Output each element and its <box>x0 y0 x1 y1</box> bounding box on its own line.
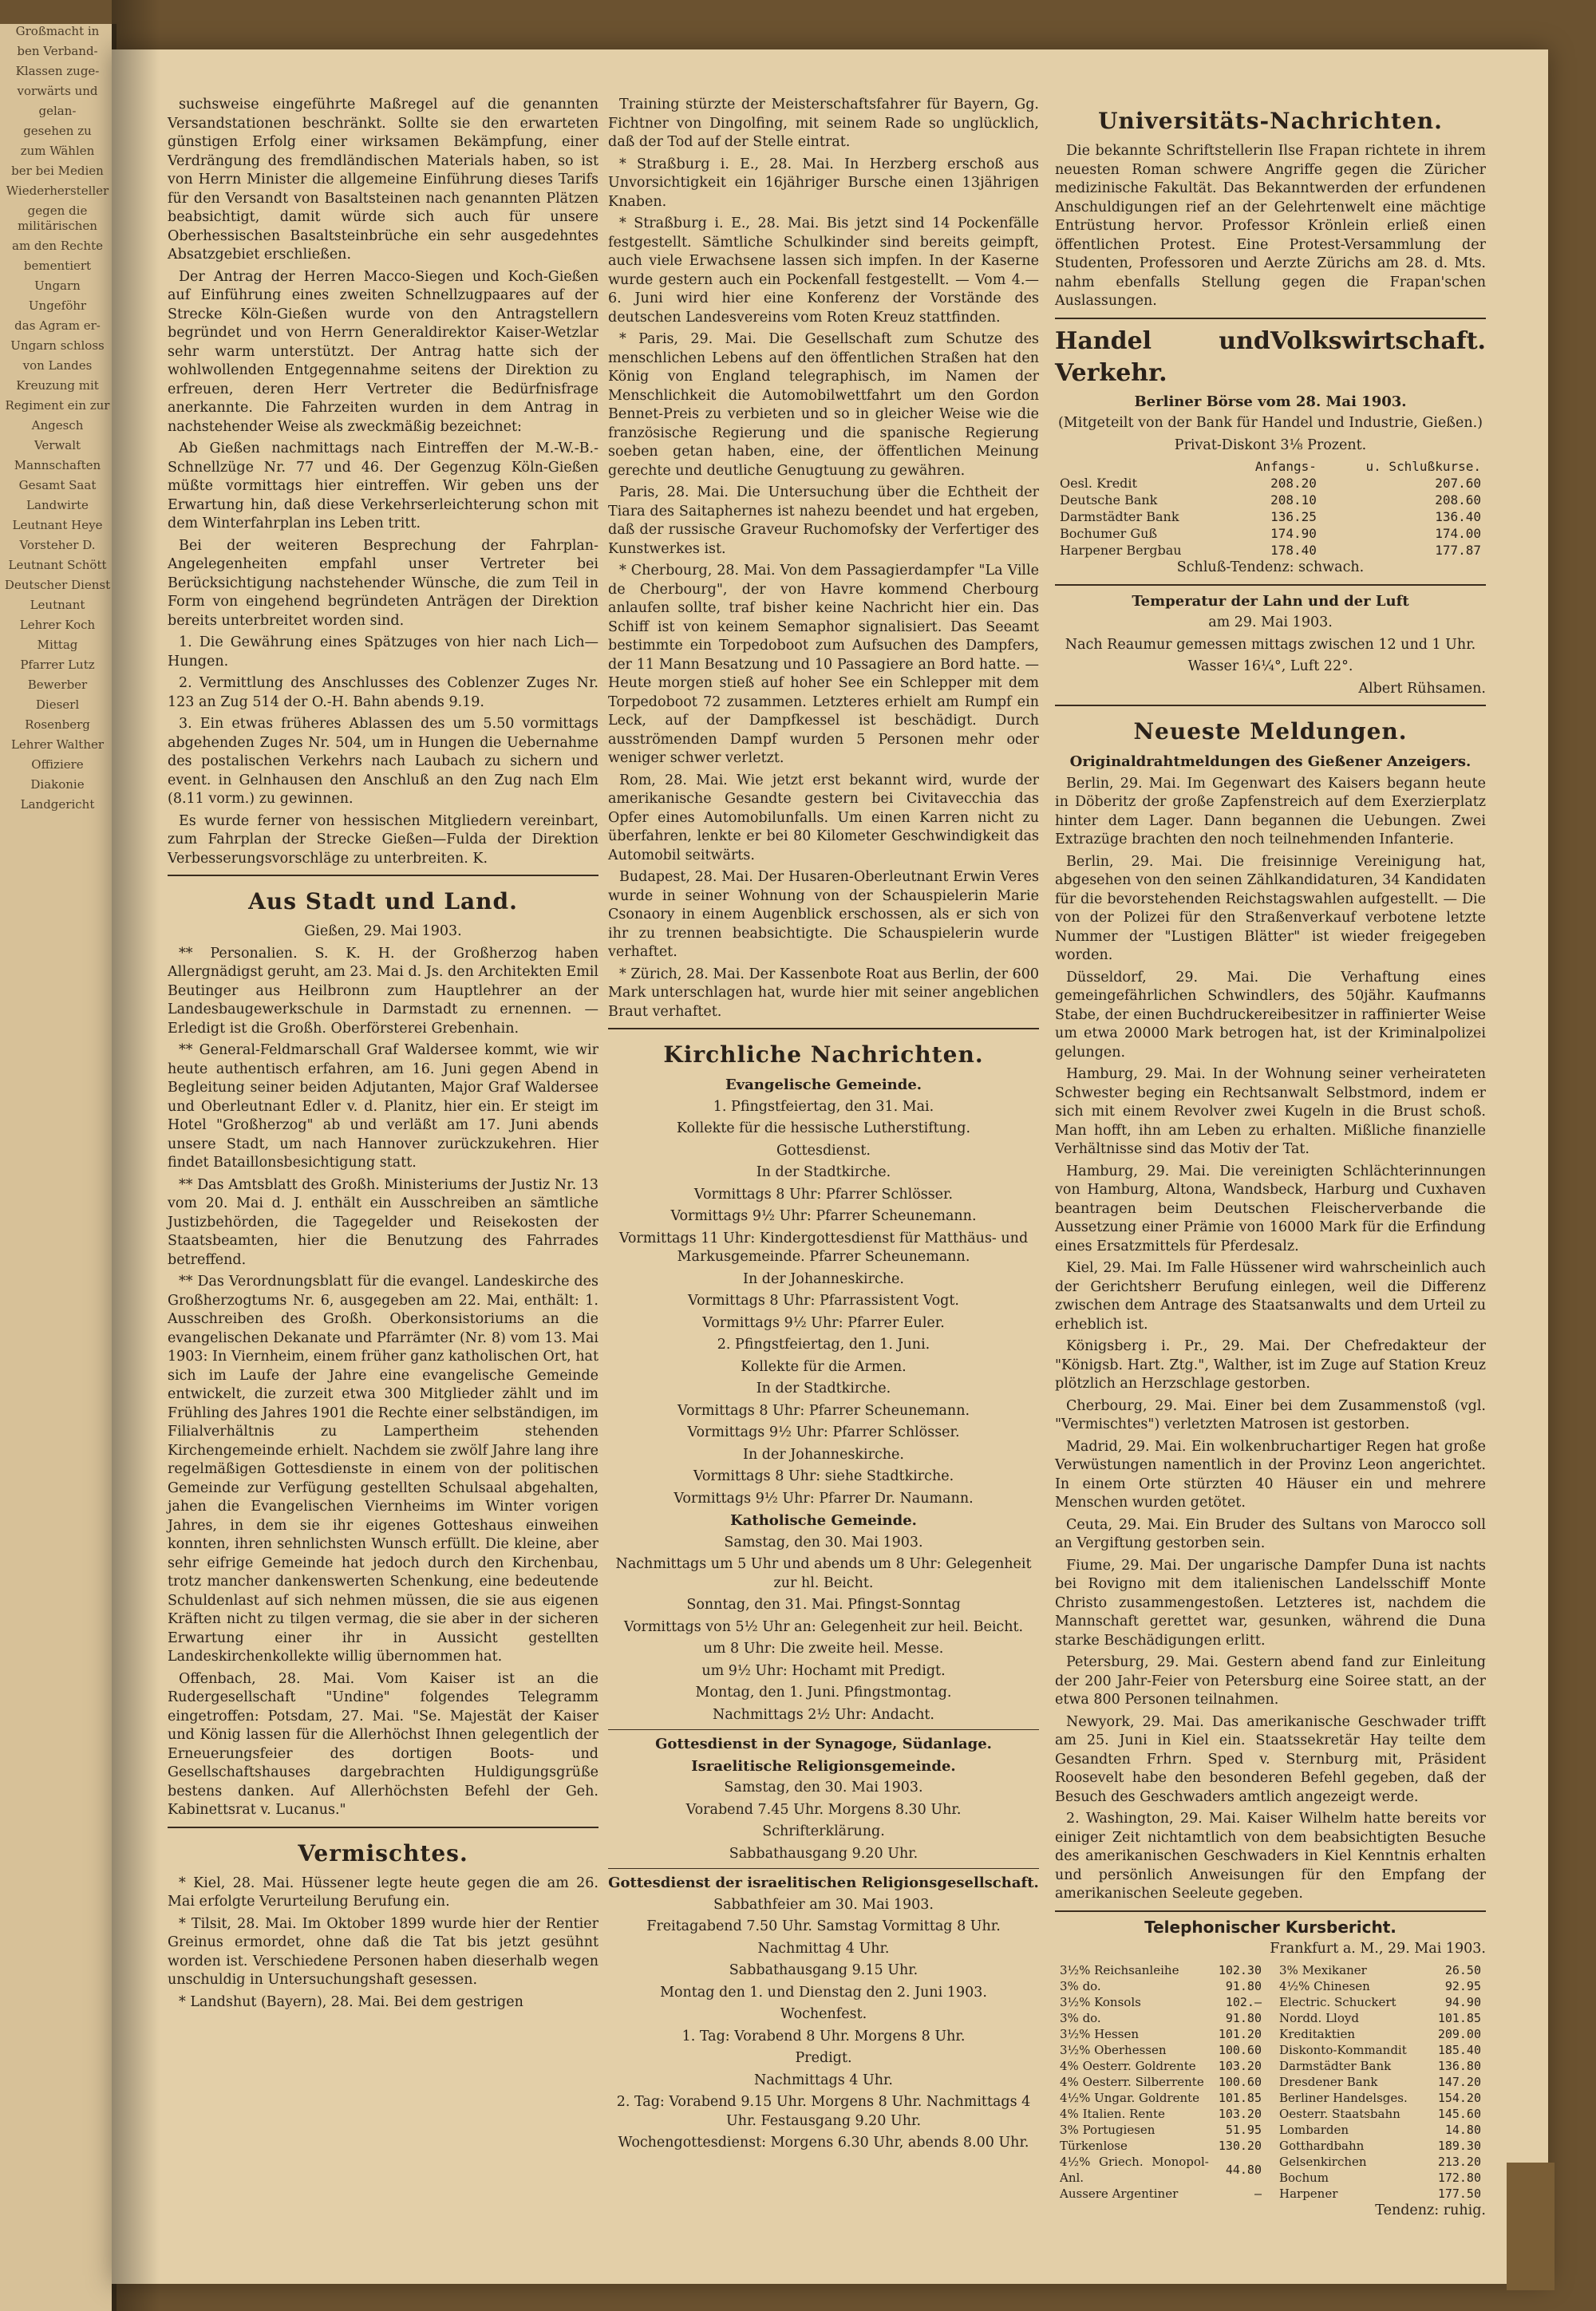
kurs-row-cell: 101.20 <box>1218 2026 1262 2041</box>
article-paragraph: * Paris, 29. Mai. Die Gesellschaft zum Schutze des menschlichen Lebens auf den öffentlichen Straßen hat den König von England telegraphisch, im Namen der Menschlichkeit die Automobilwettfahrt um den Gordon Bennet-Preis zu verbieten und so in gleicher Weise wie die französische Regierung und die spanische Regierung soeben getan haben, eine, der öffentlichen Meinung gerechte und deutliche Genugtuung zu gewähren. <box>608 331 1039 479</box>
temperature-signature: Albert Rühsamen. <box>1358 680 1486 697</box>
kurs-row-cell: Türkenlose <box>1060 2138 1128 2153</box>
left-page-fragment: Lehrer Koch <box>19 618 96 632</box>
left-page-text-fragments <box>0 24 112 812</box>
kurs-row-cell: 3½% Oberhessen <box>1060 2042 1167 2057</box>
column-3 <box>1039 96 1486 2223</box>
boerse-header-empty <box>1055 458 1228 475</box>
schedule-line: In der Johanneskirche. <box>743 1446 904 1463</box>
subheading-originaldrahtmeldungen: Originaldrahtmeldungen des Gießener Anzeigers. <box>1069 753 1472 770</box>
left-page-fragment: ben Verband- <box>17 44 98 58</box>
left-page-fragment: Ungarn <box>34 279 81 293</box>
left-page-fragment: Lehrer Walther <box>10 737 105 752</box>
article-paragraph: Der Antrag der Herren Macco-Siegen und Koch-Gießen auf Einführung eines zweiten Schnellzugpaares auf der Strecke Köln-Gießen wurde von den Antragstellern begründet und von Herrn Generaldirektor Kaiser-Wetzlar sehr warm unterstützt. Der Antrag hatte sich der wohlwollenden Entgegennahme seitens der Direktion zu erfreuen, deren Herr Vertreter die Bedürfnisfrage anerkannte. Die Fahrzeiten wurden in dem Antrag in nachstehender Weise als zweckmäßig bezeichnet: <box>168 268 598 435</box>
news-item: Cherbourg, 29. Mai. Einer bei dem Zusammenstoß (vgl. "Vermischtes") verletzten Matrosen ist gestorben. <box>1055 1397 1486 1432</box>
schedule-line: Nachmittag 4 Uhr. <box>757 1940 890 1957</box>
article-paragraph: Offenbach, 28. Mai. Vom Kaiser ist an die Rudergesellschaft "Undine" folgendes Telegramm eingetroffen: Potsdam, 27. Mai. "Se. Majestät der Kaiser und König lassen für die Allerhöchst Ihnen gelegentlich der Erneuerungsfeier des dortigen Boots- und Gesellschaftshauses dargebrachten Huldigungsgrüße bestens danken. Auf Allerhöchsten Befehl der Geh. Kabinettsrat v. Lucanus." <box>168 1670 598 1818</box>
kurs-row-cell: 189.30 <box>1437 2138 1481 2153</box>
kurs-row <box>1274 2042 1486 2058</box>
schedule-line: 1. Pfingstfeiertag, den 31. Mai. <box>713 1098 934 1115</box>
boerse-row-cell: 207.60 <box>1435 476 1481 491</box>
schedule-line: Predigt. <box>795 2050 852 2066</box>
article-paragraph: * Straßburg i. E., 28. Mai. Bis jetzt sind 14 Pockenfälle festgestellt. Sämtliche Schulkinder sind bereits geimpft, auch viele Erwachsene lassen sich impfen. In der Kaserne wurde gestern auch ein Pockenfall festgestellt. — Vom 4.—6. Juni wird hier eine Konferenz der Vorstände des deutschen Landesvereins vom Roten Kreuz stattfinden. <box>608 215 1039 326</box>
left-page-fragment: bementiert <box>23 259 92 273</box>
schedule-line: Schrifterklärung. <box>762 1823 885 1839</box>
schedule-line: Kollekte für die Armen. <box>741 1358 907 1375</box>
schedule-line: In der Stadtkirche. <box>756 1164 891 1180</box>
kurs-row-cell: 92.95 <box>1444 1978 1481 1993</box>
article-paragraph: Budapest, 28. Mai. Der Husaren-Oberleutnant Erwin Veres wurde in seiner Wohnung von der Schauspielerin Marie Csonaory in einem Augenblick erschossen, als er sich von ihr zu trennen beabsichtigte. Die Schauspielerin wurde verhaftet. <box>608 869 1039 960</box>
handel-heading-right: Volkswirtschaft. <box>1270 326 1486 355</box>
kurs-row-cell: 3% Portugiesen <box>1060 2122 1156 2137</box>
kurs-row-cell: 44.80 <box>1225 2162 1262 2177</box>
left-page-fragment: Pfarrer Lutz <box>20 658 95 672</box>
kurs-row-cell: Berliner Handelsges. <box>1279 2090 1408 2105</box>
news-item: Newyork, 29. Mai. Das amerikanische Geschwader trifft am 25. Juni in Kiel ein. Staatssekretär Hay teilte dem Gesandten Frhrn. Sped v. Sternburg mit, Präsident Roosevelt habe den besonderen Befehl gegeben, daß der Besuch des Geschwaders amtlich angezeigt werde. <box>1055 1713 1486 1805</box>
boerse-row-cell: Bochumer Guß <box>1060 526 1158 541</box>
kurs-row-cell: 100.60 <box>1218 2042 1262 2057</box>
kurs-row <box>1055 2026 1266 2042</box>
boerse-table <box>1055 458 1486 559</box>
kurs-row-cell: Gotthardbahn <box>1279 2138 1365 2153</box>
news-item: Berlin, 29. Mai. Im Gegenwart des Kaisers begann heute in Döberitz der große Zapfenstreich auf dem Exerzierplatz hinter dem Lager. Dann begannen die Uebungen. Zwei Extrazüge brachten den noch teilnehmenden Infanterie. <box>1055 775 1486 847</box>
article-paragraph: * Tilsit, 28. Mai. Im Oktober 1899 wurde hier der Rentier Greinus ermordet, ohne daß die Tat bis jetzt gesühnt worden ist. Verschiedene Personen haben dieserhalb wegen unschuldig in Untersuchungshaft gesessen. <box>168 1915 598 1988</box>
kurs-row <box>1055 1994 1266 2010</box>
adjacent-left-page <box>0 24 117 2311</box>
divider <box>168 875 598 876</box>
boerse-row-cell: Deutsche Bank <box>1060 492 1158 508</box>
page-edge-mark <box>1507 2163 1555 2290</box>
schedule-line: Vormittags 9½ Uhr: Pfarrer Dr. Naumann. <box>674 1490 974 1507</box>
left-page-fragment: Verwalt <box>34 438 81 452</box>
kurs-row-cell: 3% do. <box>1060 2010 1101 2025</box>
kurs-row-cell: 91.80 <box>1225 2010 1262 2025</box>
news-item: Hamburg, 29. Mai. Die vereinigten Schlächterinnungen von Hamburg, Altona, Wandsbeck, Harburg und Cuxhaven beantragen beim Deutschen Fleischerverbande die Aussetzung einer Prämie von 16000 Mark für die Erfindung eines Ersatzmittels für Pferdesalz. <box>1055 1163 1486 1254</box>
article-paragraph: Bei der weiteren Besprechung der Fahrplan-Angelegenheiten empfahl unser Vertreter bei Berücksichtigung nachstehender Wünsche, die zum Teil in Form von eingehend begründeten Anträgen der Direktion bereits unterbreitet worden sind. <box>168 537 598 629</box>
page-gutter-shadow <box>112 0 160 2311</box>
left-page-fragment: Bewerber <box>27 677 88 692</box>
subheading-katholische-gemeinde: Katholische Gemeinde. <box>730 1512 917 1529</box>
kurs-row-cell: Diskonto-Kommandit <box>1279 2042 1407 2057</box>
divider <box>1055 318 1486 319</box>
kurs-row-cell: 101.85 <box>1437 2010 1481 2025</box>
kurs-row-cell: 154.20 <box>1437 2090 1481 2105</box>
universitaet-text: Die bekannte Schriftstellerin Ilse Frapan richtete in ihrem neuesten Roman schwere Angriffe gegen die Züricher medizinische Fakultät. Das Bekanntwerden der erfundenen Anschuldigungen rief an der Gelehrtenwelt eine mächtige Entrüstung hervor. Professor Krönlein erließ einen öffentlichen Protest. Eine Protest-Versammlung der Studenten, Professoren und Aerzte Zürichs am 28. d. Mts. nahm ebenfalls Stellung gegen die Frapan'schen Auslassungen. <box>1055 143 1486 309</box>
divider <box>1055 584 1486 586</box>
kurs-row <box>1274 2138 1486 2154</box>
kurs-row <box>1274 2170 1486 2186</box>
column-2 <box>608 96 1039 2156</box>
church-schedule-katholisch <box>608 1534 1039 1725</box>
kurs-row-cell: 4½% Griech. Monopol-Anl. <box>1060 2154 1209 2185</box>
left-page-fragment: am den Rechte <box>12 239 103 253</box>
news-item: Fiume, 29. Mai. Der ungarische Dampfer Duna ist nachts bei Rovigno mit dem italienischen Landelsschiff Monte Christo zusammengestoßen. Letzteres ist, nachdem die Mannschaft gerettet war, gesunken, während die Duna starke Beschädigungen erlitt. <box>1055 1557 1486 1649</box>
boerse-row-cell: Oesl. Kredit <box>1060 476 1137 491</box>
kurs-row <box>1274 1978 1486 1994</box>
kurs-row-cell: 4% Oesterr. Goldrente <box>1060 2058 1196 2073</box>
schedule-line: um 9½ Uhr: Hochamt mit Predigt. <box>701 1662 946 1679</box>
kurs-row <box>1274 1994 1486 2010</box>
divider <box>1055 1910 1486 1912</box>
article-paragraph: * Landshut (Bayern), 28. Mai. Bei dem gestrigen <box>179 1993 523 2010</box>
left-page-fragment: Klassen zuge- <box>15 64 100 78</box>
schedule-line: Vormittags 8 Uhr: Pfarrer Scheunemann. <box>677 1402 970 1419</box>
boerse-col-header: u. Schlußkurse. <box>1365 459 1481 474</box>
schedule-line: 1. Tag: Vorabend 8 Uhr. Morgens 8 Uhr. <box>681 2028 966 2044</box>
kurs-row-cell: Electric. Schuckert <box>1279 1994 1396 2009</box>
kurs-row-cell: 102.— <box>1225 1994 1262 2009</box>
kurs-row-cell: 4½% Chinesen <box>1279 1978 1370 1993</box>
neueste-meldungen-text <box>1055 775 1486 1904</box>
kurs-row <box>1055 2138 1266 2154</box>
news-item: Berlin, 29. Mai. Die freisinnige Vereinigung hat, abgesehen von den seinen Zählkandidaturen, 34 Kandidaten für die bevorstehenden Reichstagswahlen aufgestellt. — Die von der Polizei für den Straßenverkauf verbotene letzte Nummer der "Lustigen Blätter" ist wieder freigegeben worden. <box>1055 853 1486 963</box>
article-paragraph: Ab Gießen nachmittags nach Eintreffen der M.-W.-B.-Schnellzüge Nr. 77 und 46. Der Gegenzug Köln-Gießen müßte vormittags hier eintreffen. Wir geben uns der Erwartung hin, daß diese Verkehrserleichterung schon mit dem Winterfahrplan ins Leben tritt. <box>168 440 598 531</box>
kurs-row <box>1274 1962 1486 1978</box>
left-page-fragment: von Landes <box>22 358 93 373</box>
kurs-row <box>1055 1978 1266 1994</box>
subheading-israelitische-gemeinde: Israelitische Religionsgemeinde. <box>691 1757 956 1775</box>
left-page-fragment: Rosenberg <box>25 717 90 732</box>
boerse-row-cell: 177.87 <box>1435 543 1481 558</box>
article-paragraph: suchsweise eingeführte Maßregel auf die genannten Versandstationen beschränkt. Sollte sie den erwarteten günstigen Erfolg einer wirksamen Bekämpfung, einer Verdrängung des fremdländischen Materials haben, so ist von Herrn Minister die allgemeine Einführung dieses Tarifs für den Versandt von Basaltsteinen nach genannten Plätzen beabsichtigt, damit würde sich auch für unsere Oberhessischen Basaltsteinbrüche ein sehr ausgedehntes Absatzgebiet erschließen. <box>168 97 598 263</box>
column-2-news-text <box>608 96 1039 1021</box>
news-item: Hamburg, 29. Mai. In der Wohnung seiner verheirateten Schwester beging ein Rechtsanwalt Selbstmord, indem er sich mit einem Revolver zwei Kugeln in die Brust schoß. Man hofft, ihn am Leben zu erhalten. Mißliche finanzielle Verhältnisse sind das Motiv der Tat. <box>1055 1066 1486 1157</box>
temperature-heading: Temperatur der Lahn und der Luft <box>1132 592 1409 610</box>
kurs-row-cell: 26.50 <box>1444 1962 1481 1977</box>
column-1 <box>168 96 598 2015</box>
kurs-row <box>1274 2058 1486 2074</box>
divider <box>1055 705 1486 706</box>
kurs-row-cell: 172.80 <box>1437 2170 1481 2185</box>
kurs-row <box>1274 2074 1486 2090</box>
left-page-fragment: Mannschaften <box>14 458 101 472</box>
dateline: Gießen, 29. Mai 1903. <box>304 923 462 939</box>
schedule-line: Wochengottesdienst: Morgens 6.30 Uhr, abends 8.00 Uhr. <box>618 2135 1029 2151</box>
left-page-fragment: Deutscher Dienst <box>4 578 111 592</box>
schedule-line: Nachmittags um 5 Uhr und abends um 8 Uhr: Gelegenheit zur hl. Beicht. <box>615 1556 1032 1591</box>
left-page-fragment: Angesch <box>31 418 84 433</box>
boerse-row-cell: 208.20 <box>1270 476 1317 491</box>
kurs-row <box>1055 2154 1266 2186</box>
kurs-row-cell: 177.50 <box>1437 2186 1481 2201</box>
kurs-row <box>1055 2122 1266 2138</box>
schedule-line: Vormittags 9½ Uhr: Pfarrer Scheunemann. <box>670 1208 977 1224</box>
left-page-fragment: gesehen zu <box>23 124 92 138</box>
kurs-row-cell: 101.85 <box>1218 2090 1262 2105</box>
article-paragraph: ** General-Feldmarschall Graf Waldersee kommt, wie wir heute authentisch erfahren, am 16. Juni gegen Abend in Begleitung seiner beiden Adjutanten, Major Graf Waldersee und Oberleutnant Edler v. d. Planitz, hier ein. Er steigt im Hotel "Großherzog" ab und verläßt am 17. Juni abends unsere Stadt, um nach Hannover zurückzukehren. Hier findet Bataillonsbesichtigung statt. <box>168 1042 598 1171</box>
boerse-title: Berliner Börse vom 28. Mai 1903. <box>1134 393 1407 410</box>
boerse-row-cell: 208.10 <box>1270 492 1317 508</box>
left-page-fragment: Diakonie <box>30 777 85 792</box>
boerse-header-row <box>1055 458 1486 475</box>
news-item: Madrid, 29. Mai. Ein wolkenbruchartiger Regen hat große Verwüstungen namentlich in der Provinz Leon angerichtet. In einem Orte stürzten 40 Häuser ein und mehrere Menschen wurden getötet. <box>1055 1438 1486 1511</box>
left-page-fragment: Mittag <box>37 638 78 652</box>
kurs-row <box>1274 2090 1486 2106</box>
kurs-row-cell: Nordd. Lloyd <box>1279 2010 1359 2025</box>
kurs-row-cell: 136.80 <box>1437 2058 1481 2073</box>
kurs-row-cell: Gelsenkirchen <box>1279 2154 1367 2169</box>
left-page-fragment: Kreuzung mit <box>16 378 99 393</box>
handel-heading-left: Handel und Verkehr. <box>1055 326 1270 387</box>
left-page-fragment: Landwirte <box>26 498 89 512</box>
left-page-fragment: Offiziere <box>31 757 84 772</box>
divider <box>608 1028 1039 1029</box>
schedule-line: Montag den 1. und Dienstag den 2. Juni 1903. <box>660 1984 987 2001</box>
boerse-row-cell: 178.40 <box>1270 543 1317 558</box>
kurs-row-cell: 51.95 <box>1225 2122 1262 2137</box>
schedule-line: Samstag, den 30. Mai 1903. <box>724 1534 923 1551</box>
church-schedule-evangelisch <box>608 1098 1039 1509</box>
kurs-table-right <box>1274 1962 1486 2202</box>
boerse-row-cell: 174.90 <box>1270 526 1317 541</box>
boerse-col-header: Anfangs- <box>1254 459 1317 474</box>
boerse-row-cell: 136.40 <box>1435 509 1481 524</box>
article-paragraph: 1. Die Gewährung eines Spätzuges von hier nach Lich—Hungen. <box>168 634 598 670</box>
kurs-row-cell: 147.20 <box>1437 2074 1481 2089</box>
news-item: 2. Washington, 29. Mai. Kaiser Wilhelm hatte bereits vor einiger Zeit nichtamtlich von dem beabsichtigten Besuche des amerikanischen Geschwaders in Kiel Kenntnis erhalten und persönlich Anweisungen für den Empfang der amerikanischen Seeleute gegeben. <box>1055 1811 1486 1902</box>
schedule-line: Montag, den 1. Juni. Pfingstmontag. <box>695 1685 952 1701</box>
left-page-fragment: Vorsteher D. <box>19 538 96 552</box>
schedule-line: Vormittags 9½ Uhr: Pfarrer Schlösser. <box>687 1424 960 1440</box>
schedule-line: Vormittags 8 Uhr: Pfarrer Schlösser. <box>693 1186 954 1203</box>
left-page-fragment: Gesamt Saat <box>18 478 97 492</box>
kurs-row <box>1274 2010 1486 2026</box>
kurs-row <box>1055 2106 1266 2122</box>
schedule-line: Sabbathausgang 9.15 Uhr. <box>729 1962 918 1978</box>
article-paragraph: 2. Vermittlung des Anschlusses des Coblenzer Zuges Nr. 123 an Zug 514 der O.-H. Bahn abends 9.19. <box>168 675 598 710</box>
kurs-row-cell: 145.60 <box>1437 2106 1481 2121</box>
left-page-fragment: Landgericht <box>20 797 95 812</box>
kurs-tendenz: Tendenz: ruhig. <box>1375 2202 1486 2218</box>
kurs-row-cell: 100.60 <box>1218 2074 1262 2089</box>
kurs-row-cell: Lombarden <box>1279 2122 1349 2137</box>
boerse-row-cell: 208.60 <box>1435 492 1481 508</box>
kurs-row-cell: Dresdener Bank <box>1279 2074 1378 2089</box>
left-page-fragment: Ungarn schloss <box>10 338 105 353</box>
left-page-fragment: Dieserl <box>35 697 80 712</box>
left-page-fragment: Ungeföhr <box>28 298 87 313</box>
news-item: Düsseldorf, 29. Mai. Die Verhaftung eines gemeingefährlichen Schwindlers, des 50jähr. Kaufmanns Stabe, der einen Buchdruckereibesitzer in raffinierter Weise um etwa 20000 Mark betrogen hat, ist der Kriminalpolizei gelungen. <box>1055 969 1486 1061</box>
kurs-row-cell: Aussere Argentiner <box>1060 2186 1179 2201</box>
schedule-line: Vormittags 9½ Uhr: Pfarrer Euler. <box>702 1314 945 1331</box>
kurs-row-cell: 3% Mexikaner <box>1279 1962 1367 1977</box>
subheading-evangelische-gemeinde: Evangelische Gemeinde. <box>725 1076 922 1093</box>
kurs-row <box>1274 2186 1486 2202</box>
section-heading-vermischtes: Vermischtes. <box>298 1839 468 1867</box>
schedule-line: Vorabend 7.45 Uhr. Morgens 8.30 Uhr. <box>685 1801 962 1818</box>
schedule-line: Vormittags 11 Uhr: Kindergottesdienst für Matthäus- und Markusgemeinde. Pfarrer Scheunemann. <box>618 1230 1029 1265</box>
left-page-fragment: ber bei Medien <box>11 164 104 178</box>
kurs-row-cell: 3½% Konsols <box>1060 1994 1141 2009</box>
kurs-row-cell: 102.30 <box>1218 1962 1262 1977</box>
kurs-row-cell: 130.20 <box>1218 2138 1262 2153</box>
left-page-fragment: Regiment ein zur <box>5 398 110 413</box>
schedule-line: Samstag, den 30. Mai 1903. <box>724 1780 923 1795</box>
article-paragraph: ** Personalien. S. K. H. der Großherzog haben Allergnädigst geruht, am 23. Mai d. Js. den Architekten Emil Beutinger aus Heilbronn zum Hauptlehrer an der Landesbaugewerkschule in Darmstadt zu ernennen. — Erledigt ist die Großh. Oberförsterei Grebenhain. <box>168 945 598 1037</box>
left-page-fragment: Großmacht in <box>15 24 100 38</box>
schedule-line: Freitagabend 7.50 Uhr. Samstag Vormittag 8 Uhr. <box>646 1918 1001 1934</box>
boerse-discount: Privat-Diskont 3⅛ Prozent. <box>1174 437 1367 453</box>
left-page-fragment: das Agram er- <box>14 318 101 333</box>
kurs-row-cell: 3½% Reichsanleihe <box>1060 1962 1179 1977</box>
kurs-row-cell: 209.00 <box>1437 2026 1481 2041</box>
kursbericht-date: Frankfurt a. M., 29. Mai 1903. <box>1270 1941 1486 1957</box>
kurs-row-cell: 91.80 <box>1225 1978 1262 1993</box>
kurs-row-cell: 94.90 <box>1444 1994 1481 2009</box>
kurs-row-cell: 3½% Hessen <box>1060 2026 1139 2041</box>
kurs-row <box>1274 2026 1486 2042</box>
kurs-row <box>1055 2010 1266 2026</box>
section-heading-handel <box>1055 326 1486 389</box>
schedule-line: Vormittags 8 Uhr: siehe Stadtkirche. <box>693 1468 954 1484</box>
kurs-row <box>1055 2090 1266 2106</box>
schedule-line: 2. Pfingstfeiertag, den 1. Juni. <box>717 1337 930 1353</box>
kurs-row-cell: 4½% Ungar. Goldrente <box>1060 2090 1200 2105</box>
article-paragraph: * Straßburg i. E., 28. Mai. In Herzberg erschoß aus Unvorsichtigkeit ein 16jähriger Bursche einen 13jährigen Knaben. <box>608 156 1039 210</box>
stadt-und-land-text <box>168 945 598 1820</box>
news-item: Petersburg, 29. Mai. Gestern abend fand zur Einleitung der 200 Jahr-Feier von Petersburg eine Soiree statt, an der etwa 800 Personen teilnahmen. <box>1055 1654 1486 1708</box>
boerse-tendenz: Schluß-Tendenz: schwach. <box>1176 559 1365 575</box>
schedule-line: In der Stadtkirche. <box>756 1381 891 1396</box>
left-page-fragment: gegen die militärischen <box>18 203 97 233</box>
kurs-row-cell: 4% Italien. Rente <box>1060 2106 1165 2121</box>
boerse-row-cell: 136.25 <box>1270 509 1317 524</box>
vermischtes-text <box>168 1874 598 2013</box>
divider <box>608 1868 1039 1869</box>
left-page-fragment: vorwärts und <box>17 84 98 98</box>
kurs-row-cell: Kreditaktien <box>1279 2026 1356 2041</box>
boerse-row-cell: Harpener Bergbau <box>1060 543 1182 558</box>
kurs-row <box>1274 2106 1486 2122</box>
news-item: Ceuta, 29. Mai. Ein Bruder des Sultans von Marocco soll an Vergiftung gestorben sein. <box>1055 1516 1486 1551</box>
kurs-row-cell: 103.20 <box>1218 2106 1262 2121</box>
left-page-fragment: gelan- <box>38 104 77 118</box>
kurs-row-cell: 4% Oesterr. Silberrente <box>1060 2074 1204 2089</box>
schedule-line: Vormittags von 5½ Uhr an: Gelegenheit zur heil. Beicht. <box>623 1618 1024 1635</box>
article-paragraph: ** Das Verordnungsblatt für die evangel. Landeskirche des Großherzogtums Nr. 6, ausgegeben am 22. Mai, enthält: 1. Ausschreiben des Großh. Oberkonsistoriums an die evangelischen Dekanate und Pfarrämter (Nr. 8) vom 13. Mai 1903: In Viernheim, einem früher ganz katholischen Ort, hat sich im Laufe der Jahre eine evangelische Gemeinde entwickelt, die zurzeit etwa 300 Mitglieder zählt und im Frühling des Jahres 1901 die Rechte einer selbständigen, im Filialverhältnis zu Lampertheim stehenden Kirchengemeinde erhielt. Nachdem sie zwölf Jahre lang ihre regelmäßigen Gottesdienste in einem von der politischen Gemeinde zur Verfügung gestellten Schulsaal abgehalten, jahen die Evangelischen Viernheims im Winter vorigen Jahres, in dem sie ihr eigenes Gotteshaus einweihen konnten, ihren sehnlichsten Wunsch erfüllt. Die kleine, aber sehr eifrige Gemeinde hat jedoch durch den Kirchenbau, trotz mancher dankenswerten Schenkung, eine bedeutende Schuldenlast auf sich nehmen müssen, die sie aus eigenen Kräften nicht zu tilgen vermag, die sie aber in der sicheren Erwartung einer ihr in Aussicht gestellten Landeskirchenkollekte willig übernommen hat. <box>168 1274 598 1665</box>
left-page-fragment: Leutnant Heye <box>12 518 103 532</box>
section-heading-kirchliche-nachrichten: Kirchliche Nachrichten. <box>663 1041 984 1068</box>
schedule-line: Gottesdienst. <box>776 1142 871 1159</box>
schedule-line: Vormittags 8 Uhr: Pfarrassistent Vogt. <box>688 1293 959 1309</box>
section-heading-stadt-und-land: Aus Stadt und Land. <box>248 888 518 915</box>
subheading-synagoge: Gottesdienst in der Synagoge, Südanlage. <box>655 1736 992 1752</box>
schedule-line: 2. Tag: Vorabend 9.15 Uhr. Morgens 8 Uhr. Nachmittags 4 Uhr. Festausgang 9.20 Uhr. <box>616 2094 1031 2129</box>
kurs-row-cell: 103.20 <box>1218 2058 1262 2073</box>
article-paragraph: * Kiel, 28. Mai. Hüssener legte heute gegen die am 26. Mai erfolgte Verurteilung Berufung ein. <box>168 1874 598 1910</box>
boerse-row-cell: Darmstädter Bank <box>1060 509 1179 524</box>
religionsgesellschaft-schedule <box>608 1896 1039 2153</box>
kurs-row-cell: 185.40 <box>1437 2042 1481 2057</box>
article-paragraph: Rom, 28. Mai. Wie jetzt erst bekannt wird, wurde der amerikanische Gesandte gestern bei Civitavecchia das Opfer eines Automobilunfalls. Um einen Karren nicht zu überfahren, lenkte er bei 80 Kilometer Geschwindigkeit das Automobil seitwärts. <box>608 772 1039 863</box>
kurs-row-cell: 3% do. <box>1060 1978 1101 1993</box>
kurs-row <box>1274 2122 1486 2138</box>
boerse-row <box>1055 542 1486 559</box>
kurs-row-cell: Darmstädter Bank <box>1279 2058 1392 2073</box>
left-page-fragment: zum Wählen <box>20 144 95 158</box>
news-item: Kiel, 29. Mai. Im Falle Hüssener wird wahrscheinlich auch der Gerichtsherr Berufung einlegen, weil die Differenz zwischen dem Antrage des Staatsanwalts und dem Urteil zu erheblich ist. <box>1055 1260 1486 1333</box>
schedule-line: Wochenfest. <box>780 2006 867 2022</box>
kurs-row-cell: Bochum <box>1279 2170 1329 2185</box>
boerse-row <box>1055 492 1486 508</box>
schedule-line: um 8 Uhr: Die zweite heil. Messe. <box>703 1641 944 1657</box>
kurs-row <box>1055 2058 1266 2074</box>
schedule-line: Sabbathfeier am 30. Mai 1903. <box>713 1896 934 1913</box>
boerse-row <box>1055 508 1486 525</box>
divider <box>608 1729 1039 1730</box>
kurs-row-cell: 14.80 <box>1444 2122 1481 2137</box>
article-paragraph: Training stürzte der Meisterschaftsfahrer für Bayern, Gg. Fichtner von Dingolfing, mit seinem Rade so unglücklich, daß der Tod auf der Stelle eintrat. <box>608 97 1039 150</box>
synagogue-schedule <box>608 1779 1039 1863</box>
article-paragraph: * Cherbourg, 28. Mai. Von dem Passagierdampfer "La Ville de Cherbourg", der von Havre kommend Cherbourg anlaufen sollte, traf bisher keine Nachricht hier ein. Das Schiff ist von keinem Semaphor signalisiert. Das Seeamt bestimmte ein Torpedoboot zum Aufsuchen des Dampfers, der 11 Mann Besatzung und 10 Passagiere an Bord hatte. — Heute morgen stieß auf hoher See ein Schlepper mit dem Torpedoboot 72 zusammen. Letzteres erhielt am Rumpf ein Leck, auf der Dampfkessel ist beschädigt. Durch ausströmenden Dampf wurden 5 Personen mehr oder weniger schwer verletzt. <box>608 563 1039 766</box>
kurs-table-left <box>1055 1962 1266 2202</box>
news-item: Königsberg i. Pr., 29. Mai. Der Chefredakteur der "Königsb. Hart. Ztg.", Walther, ist im Zuge auf Station Kreuz plötzlich an Herzschlage gestorben. <box>1055 1338 1486 1392</box>
boerse-row <box>1055 475 1486 492</box>
kurs-row <box>1055 2042 1266 2058</box>
section-heading-universitaets-nachrichten: Universitäts-Nachrichten. <box>1098 108 1443 134</box>
temperature-date: am 29. Mai 1903. <box>1208 614 1333 630</box>
article-paragraph: Paris, 28. Mai. Die Untersuchung über die Echtheit der Tiara des Saitaphernes ist nahezu beendet und hat ergeben, daß der russische Graveur Ruchomofsky der Verfertiger des Kunstwerkes ist. <box>608 484 1039 557</box>
boerse-row-cell: 174.00 <box>1435 526 1481 541</box>
article-paragraph: Es wurde ferner von hessischen Mitgliedern vereinbart, zum Fahrplan der Strecke Gießen—Fulda der Direktion Verbesserungsvorschläge zu unterbreiten. K. <box>168 812 598 867</box>
kurs-row <box>1055 1962 1266 1978</box>
subheading-religionsgesellschaft: Gottesdienst der israelitischen Religionsgesellschaft. <box>608 1874 1039 1891</box>
kurs-row-cell: 213.20 <box>1437 2154 1481 2169</box>
schedule-line: Kollekte für die hessische Lutherstiftung. <box>676 1120 971 1136</box>
kurs-row <box>1055 2186 1266 2202</box>
schedule-line: Sonntag, den 31. Mai. Pfingst-Sonntag <box>686 1597 961 1613</box>
article-paragraph: 3. Ein etwas früheres Ablassen des um 5.50 vormittags abgehenden Zuges Nr. 504, um in Hungen die Uebernahme des postalischen Verkehrs nach Laubach zu sichern und event. in Gelnhausen den Anschluß an den Zug nach Elm (8.11 vorm.) zu gewinnen. <box>168 716 598 807</box>
kurs-row <box>1274 2154 1486 2170</box>
column-1-intro-text <box>168 96 598 868</box>
schedule-line: Nachmittags 4 Uhr. <box>754 2072 893 2088</box>
temperature-note: Nach Reaumur gemessen mittags zwischen 12 und 1 Uhr. <box>1065 636 1476 653</box>
boerse-row <box>1055 525 1486 542</box>
kursbericht-tables <box>1055 1962 1486 2202</box>
kurs-row-cell: — <box>1254 2186 1262 2201</box>
schedule-line: In der Johanneskirche. <box>743 1270 904 1287</box>
boerse-note: (Mitgeteilt von der Bank für Handel und Industrie, Gießen.) <box>1057 415 1483 431</box>
left-page-fragment: Wiederhersteller <box>6 184 109 198</box>
schedule-line: Nachmittags 2½ Uhr: Andacht. <box>713 1706 934 1723</box>
kurs-row <box>1055 2074 1266 2090</box>
article-paragraph: * Zürich, 28. Mai. Der Kassenbote Roat aus Berlin, der 600 Mark unterschlagen hat, wurde hier mit seiner angeblichen Braut verhaftet. <box>608 966 1039 1020</box>
left-page-fragment: Leutnant <box>30 598 85 612</box>
section-heading-neueste-meldungen: Neueste Meldungen. <box>1133 718 1408 745</box>
temperature-values: Wasser 16¼°, Luft 22°. <box>1187 658 1353 674</box>
article-paragraph: ** Das Amtsblatt des Großh. Ministeriums der Justiz Nr. 13 vom 20. Mai d. J. enthält ein Ausschreiben an sämtliche Justizbehörden, die Tagegelder und Reisekosten der Staatsbeamten, hier die Benutzung des Fahrrades betreffend. <box>168 1176 598 1268</box>
kurs-row-cell: Harpener <box>1279 2186 1338 2201</box>
section-heading-kursbericht: Telephonischer Kursbericht. <box>1144 1917 1396 1937</box>
left-page-fragment: Leutnant Schött <box>8 558 107 572</box>
kurs-row-cell: Oesterr. Staatsbahn <box>1279 2106 1400 2121</box>
schedule-line: Sabbathausgang 9.20 Uhr. <box>729 1845 918 1862</box>
divider <box>168 1827 598 1828</box>
